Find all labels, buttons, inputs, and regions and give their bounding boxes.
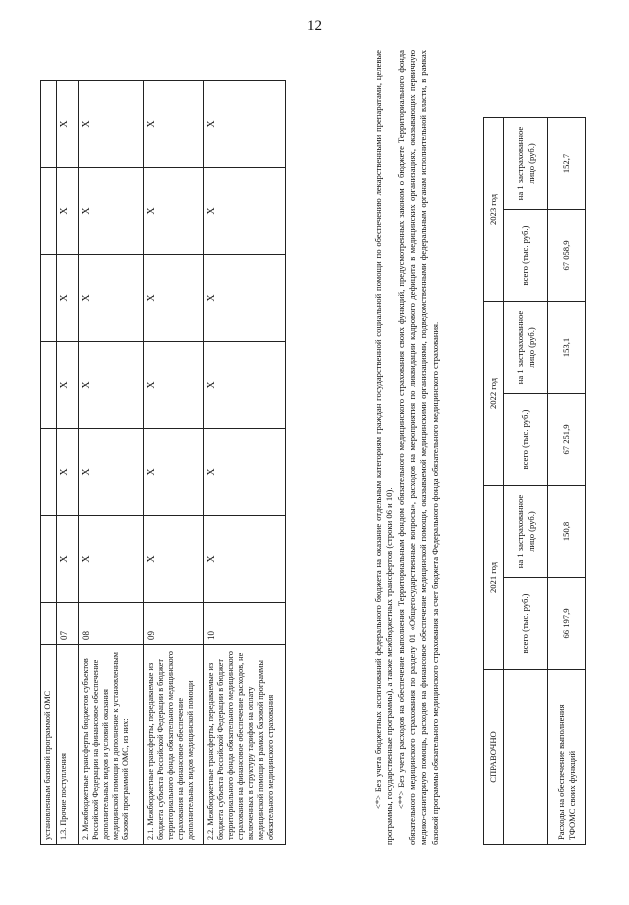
table-cell: X: [204, 255, 286, 342]
main-table: [40, 80, 286, 845]
table-cell: X: [204, 342, 286, 429]
table-row: [79, 81, 144, 845]
row-code: 08: [79, 603, 144, 645]
table-cell: X: [79, 168, 144, 255]
col-header-total: всего (тыс. руб.): [504, 394, 548, 486]
footnote-2: <**> Без учета расходов на обеспечение выполнения Территориальным фондом обязательного медицинского страхования своих функций, предусмотренных законом о бюджете Территориального фонда обязательного медицинского страхования по разделу 01 «Общегосударственные вопросы», расходов на мероприятия по ликвидации кадрового дефицита в медицинских организациях, оказывающих первичную медико-санитарную помощь, расходов на финансовое обеспечение медицинской помощи, оказываемой медицинскими организациями, подведомственными федеральным органам исполнительной власти, в рамках базовой программы обязательного медицинского страхования за счет бюджета Федерального фонда обязательного медицинского страхования.: [395, 50, 440, 845]
table-cell: X: [57, 81, 79, 168]
page-number: 12: [307, 18, 322, 34]
table-cell: X: [57, 255, 79, 342]
table-cell: X: [144, 168, 204, 255]
table-cell: X: [144, 255, 204, 342]
year-header: 2022 год: [484, 302, 504, 486]
table-cell: X: [57, 342, 79, 429]
table-cell: X: [144, 429, 204, 516]
col-header-per-person: на 1 застрахованное лицо (руб.): [504, 486, 548, 578]
rotated-landscape-content: [30, 45, 590, 845]
table-cell: 152,7: [548, 118, 586, 210]
row-label: 2. Межбюджетные трансферты бюджетов субъектов Российской Федерации на финансовое обеспечение дополнительных видов и условий оказания медицинской помощи в дополнение к установленным базовой программой ОМС, из них:: [79, 645, 144, 845]
col-header-per-person: на 1 застрахованное лицо (руб.): [504, 302, 548, 394]
row-label: 1.3. Прочие поступления: [57, 645, 79, 845]
row-code: 10: [204, 603, 286, 645]
table-cell: 67 058,9: [548, 210, 586, 302]
table-cell: X: [79, 255, 144, 342]
reference-row-label: Расходы на обеспечение выполнения ТФОМС своих функций: [548, 670, 586, 845]
row-code: 07: [57, 603, 79, 645]
year-header: 2023 год: [484, 118, 504, 302]
table-cell: X: [57, 168, 79, 255]
table-row: [204, 81, 286, 845]
table-cell: 66 197,9: [548, 578, 586, 670]
table-row: [144, 81, 204, 845]
table-cell: X: [79, 516, 144, 603]
col-header-total: всего (тыс. руб.): [504, 578, 548, 670]
table-cell: X: [144, 81, 204, 168]
row-label: 2.1. Межбюджетные трансферты, передаваемые из бюджета субъекта Российской Федерации в бюджет территориального фонда обязательного медицинского страхования на финансовое обеспечение дополнительных видов медицинской помощи: [144, 645, 204, 845]
table-row: [57, 81, 79, 845]
table-cell: X: [144, 342, 204, 429]
year-header: 2021 год: [484, 486, 504, 670]
reference-title: СПРАВОЧНО: [484, 670, 504, 845]
table-cell: X: [144, 516, 204, 603]
col-header-per-person: на 1 застрахованное лицо (руб.): [504, 118, 548, 210]
table-cell: 153,1: [548, 302, 586, 394]
table-cell: X: [79, 429, 144, 516]
table-cell: X: [204, 168, 286, 255]
footnotes: [373, 50, 441, 845]
table-cell: 67 251,9: [548, 394, 586, 486]
table-row: [548, 118, 586, 845]
col-header-total: всего (тыс. руб.): [504, 210, 548, 302]
table-cell: X: [204, 81, 286, 168]
footnote-1: <*> Без учета бюджетных ассигнований федерального бюджета на оказание отдельным категориям граждан государственной социальной помощи по обеспечению лекарственными препаратами, целевые программы, государственные программы), а также межбюджетных трансфертов (строки 06 и 10).: [373, 50, 395, 845]
reference-table: [483, 117, 586, 845]
table-cell: X: [204, 429, 286, 516]
row-code: 09: [144, 603, 204, 645]
table-cell: 150,8: [548, 486, 586, 578]
row-label: 2.2. Межбюджетные трансферты, передаваемые из бюджета субъекта Российской Федерации в бюджет территориального фонда обязательного медицинского страхования на финансовое обеспечение расходов, не включенных в структуру тарифов на оплату медицинской помощи в рамках базовой программы обязательного медицинского страхования: [204, 645, 286, 845]
table-cell: X: [79, 342, 144, 429]
top-row-label: установленным базовой программой ОМС: [41, 645, 57, 845]
table-cell: X: [204, 516, 286, 603]
table-cell: X: [57, 516, 79, 603]
table-cell: X: [79, 81, 144, 168]
table-cell: X: [57, 429, 79, 516]
